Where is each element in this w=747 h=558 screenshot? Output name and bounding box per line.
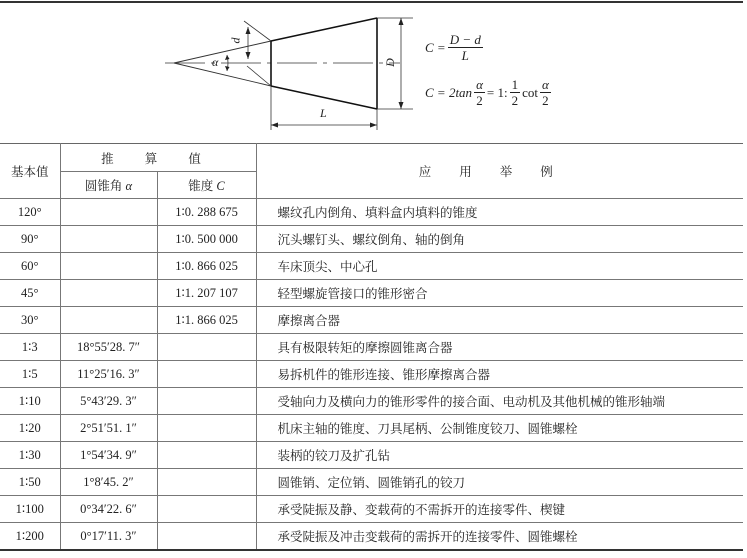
- cell-application: 轻型螺旋管接口的锥形密合: [256, 280, 743, 307]
- cell-base: 1∶30: [0, 442, 60, 469]
- table-row: [0, 523, 743, 551]
- cell-taper: [157, 361, 256, 388]
- cell-angle: 1°8′45. 2″: [60, 469, 157, 496]
- alpha-label: α: [212, 55, 219, 69]
- cell-base: 30°: [0, 307, 60, 334]
- header-row: [0, 144, 743, 172]
- cell-base: 1∶200: [0, 523, 60, 551]
- cell-angle: 0°34′22. 6″: [60, 496, 157, 523]
- cell-base: 1∶100: [0, 496, 60, 523]
- cone-diagram-icon: [0, 3, 743, 143]
- cell-angle: [60, 280, 157, 307]
- D-label: D: [382, 58, 397, 67]
- cell-application: 车床顶尖、中心孔: [256, 253, 743, 280]
- cell-angle: 18°55′28. 7″: [60, 334, 157, 361]
- numerator: 1: [511, 77, 519, 92]
- table-row: [0, 361, 743, 388]
- fraction: [474, 78, 485, 107]
- cell-base: 60°: [0, 253, 60, 280]
- cell-base: 90°: [0, 226, 60, 253]
- fraction: [448, 33, 483, 62]
- cell-base: 1∶3: [0, 334, 60, 361]
- cell-taper: [157, 415, 256, 442]
- header-derived-values: 推 算 值: [60, 144, 256, 172]
- table-row: [0, 307, 743, 334]
- taper-symbol: C: [216, 179, 225, 193]
- cell-taper: [157, 469, 256, 496]
- numerator: α: [541, 77, 549, 92]
- table-row: [0, 280, 743, 307]
- denominator: 2: [542, 93, 549, 108]
- cell-taper: 1∶1. 207 107: [157, 280, 256, 307]
- cell-taper: 1∶0. 500 000: [157, 226, 256, 253]
- formula-cot: cot: [522, 84, 538, 100]
- cell-angle: [60, 226, 157, 253]
- header-taper: [157, 172, 256, 199]
- cell-application: 承受陡振及静、变载荷的不需拆开的连接零件、楔键: [256, 496, 743, 523]
- denominator: 2: [476, 93, 483, 108]
- cell-angle: 2°51′51. 1″: [60, 415, 157, 442]
- cell-angle: [60, 307, 157, 334]
- numerator: D − d: [449, 32, 481, 47]
- table-row: [0, 469, 743, 496]
- fraction: [540, 78, 551, 107]
- cell-application: 装柄的铰刀及扩孔钻: [256, 442, 743, 469]
- header-application: [256, 144, 743, 199]
- header-cone-angle-label: 圆锥角: [84, 179, 123, 193]
- formula-lhs: C = 2tan: [425, 84, 473, 100]
- cell-taper: [157, 523, 256, 551]
- cell-angle: 5°43′29. 3″: [60, 388, 157, 415]
- table-row: [0, 415, 743, 442]
- cell-application: 沉头螺钉头、螺纹倒角、轴的倒角: [256, 226, 743, 253]
- cell-taper: [157, 496, 256, 523]
- numerator: α: [476, 77, 483, 92]
- table-row: [0, 442, 743, 469]
- cell-application: 螺纹孔内倒角、填料盒内填料的锥度: [256, 199, 743, 226]
- cell-taper: [157, 442, 256, 469]
- cell-angle: 1°54′34. 9″: [60, 442, 157, 469]
- cell-base: 1∶5: [0, 361, 60, 388]
- cell-application: 承受陡振及冲击变载荷的需拆开的连接零件、圆锥螺栓: [256, 523, 743, 551]
- cell-angle: [60, 253, 157, 280]
- table-row: [0, 226, 743, 253]
- cell-angle: [60, 199, 157, 226]
- formula-taper-angle: [425, 78, 553, 107]
- formula-lhs: C =: [425, 39, 446, 55]
- cell-base: 120°: [0, 199, 60, 226]
- denominator: 2: [511, 93, 519, 108]
- table-row: [0, 199, 743, 226]
- header-base-value: 基本值: [0, 144, 60, 199]
- header-application-label: 应用举例: [418, 165, 581, 179]
- denominator: L: [461, 48, 469, 63]
- cell-base: 1∶10: [0, 388, 60, 415]
- cell-base: 1∶50: [0, 469, 60, 496]
- cell-application: 易拆机件的锥形连接、锥形摩擦离合器: [256, 361, 743, 388]
- taper-spec-table: [0, 143, 743, 551]
- cell-application: 受轴向力及横向力的锥形零件的接合面、电动机及其他机械的锥形轴端: [256, 388, 743, 415]
- cell-application: 摩擦离合器: [256, 307, 743, 334]
- table-row: [0, 334, 743, 361]
- cell-base: 45°: [0, 280, 60, 307]
- header-cone-angle: [60, 172, 157, 199]
- table-row: [0, 496, 743, 523]
- L-label: L: [320, 106, 327, 120]
- cell-application: 机床主轴的锥度、刀具尾柄、公制锥度铰刀、圆锥螺栓: [256, 415, 743, 442]
- cell-base: 1∶20: [0, 415, 60, 442]
- formula-mid: = 1:: [486, 84, 508, 100]
- table-row: [0, 388, 743, 415]
- taper-figure: [0, 3, 743, 143]
- cell-taper: [157, 388, 256, 415]
- header-taper-label: 锥度: [188, 179, 214, 193]
- cell-application: 具有极限转矩的摩擦圆锥离合器: [256, 334, 743, 361]
- formula-taper-definition: [425, 33, 485, 62]
- d-label: d: [228, 37, 243, 44]
- cell-taper: 1∶1. 866 025: [157, 307, 256, 334]
- cell-taper: [157, 334, 256, 361]
- cell-angle: 0°17′11. 3″: [60, 523, 157, 551]
- alpha-symbol: α: [125, 179, 133, 193]
- cell-application: 圆锥销、定位销、圆锥销孔的铰刀: [256, 469, 743, 496]
- fraction: [510, 78, 521, 107]
- cell-taper: 1∶0. 288 675: [157, 199, 256, 226]
- table-row: [0, 253, 743, 280]
- cell-angle: 11°25′16. 3″: [60, 361, 157, 388]
- cell-taper: 1∶0. 866 025: [157, 253, 256, 280]
